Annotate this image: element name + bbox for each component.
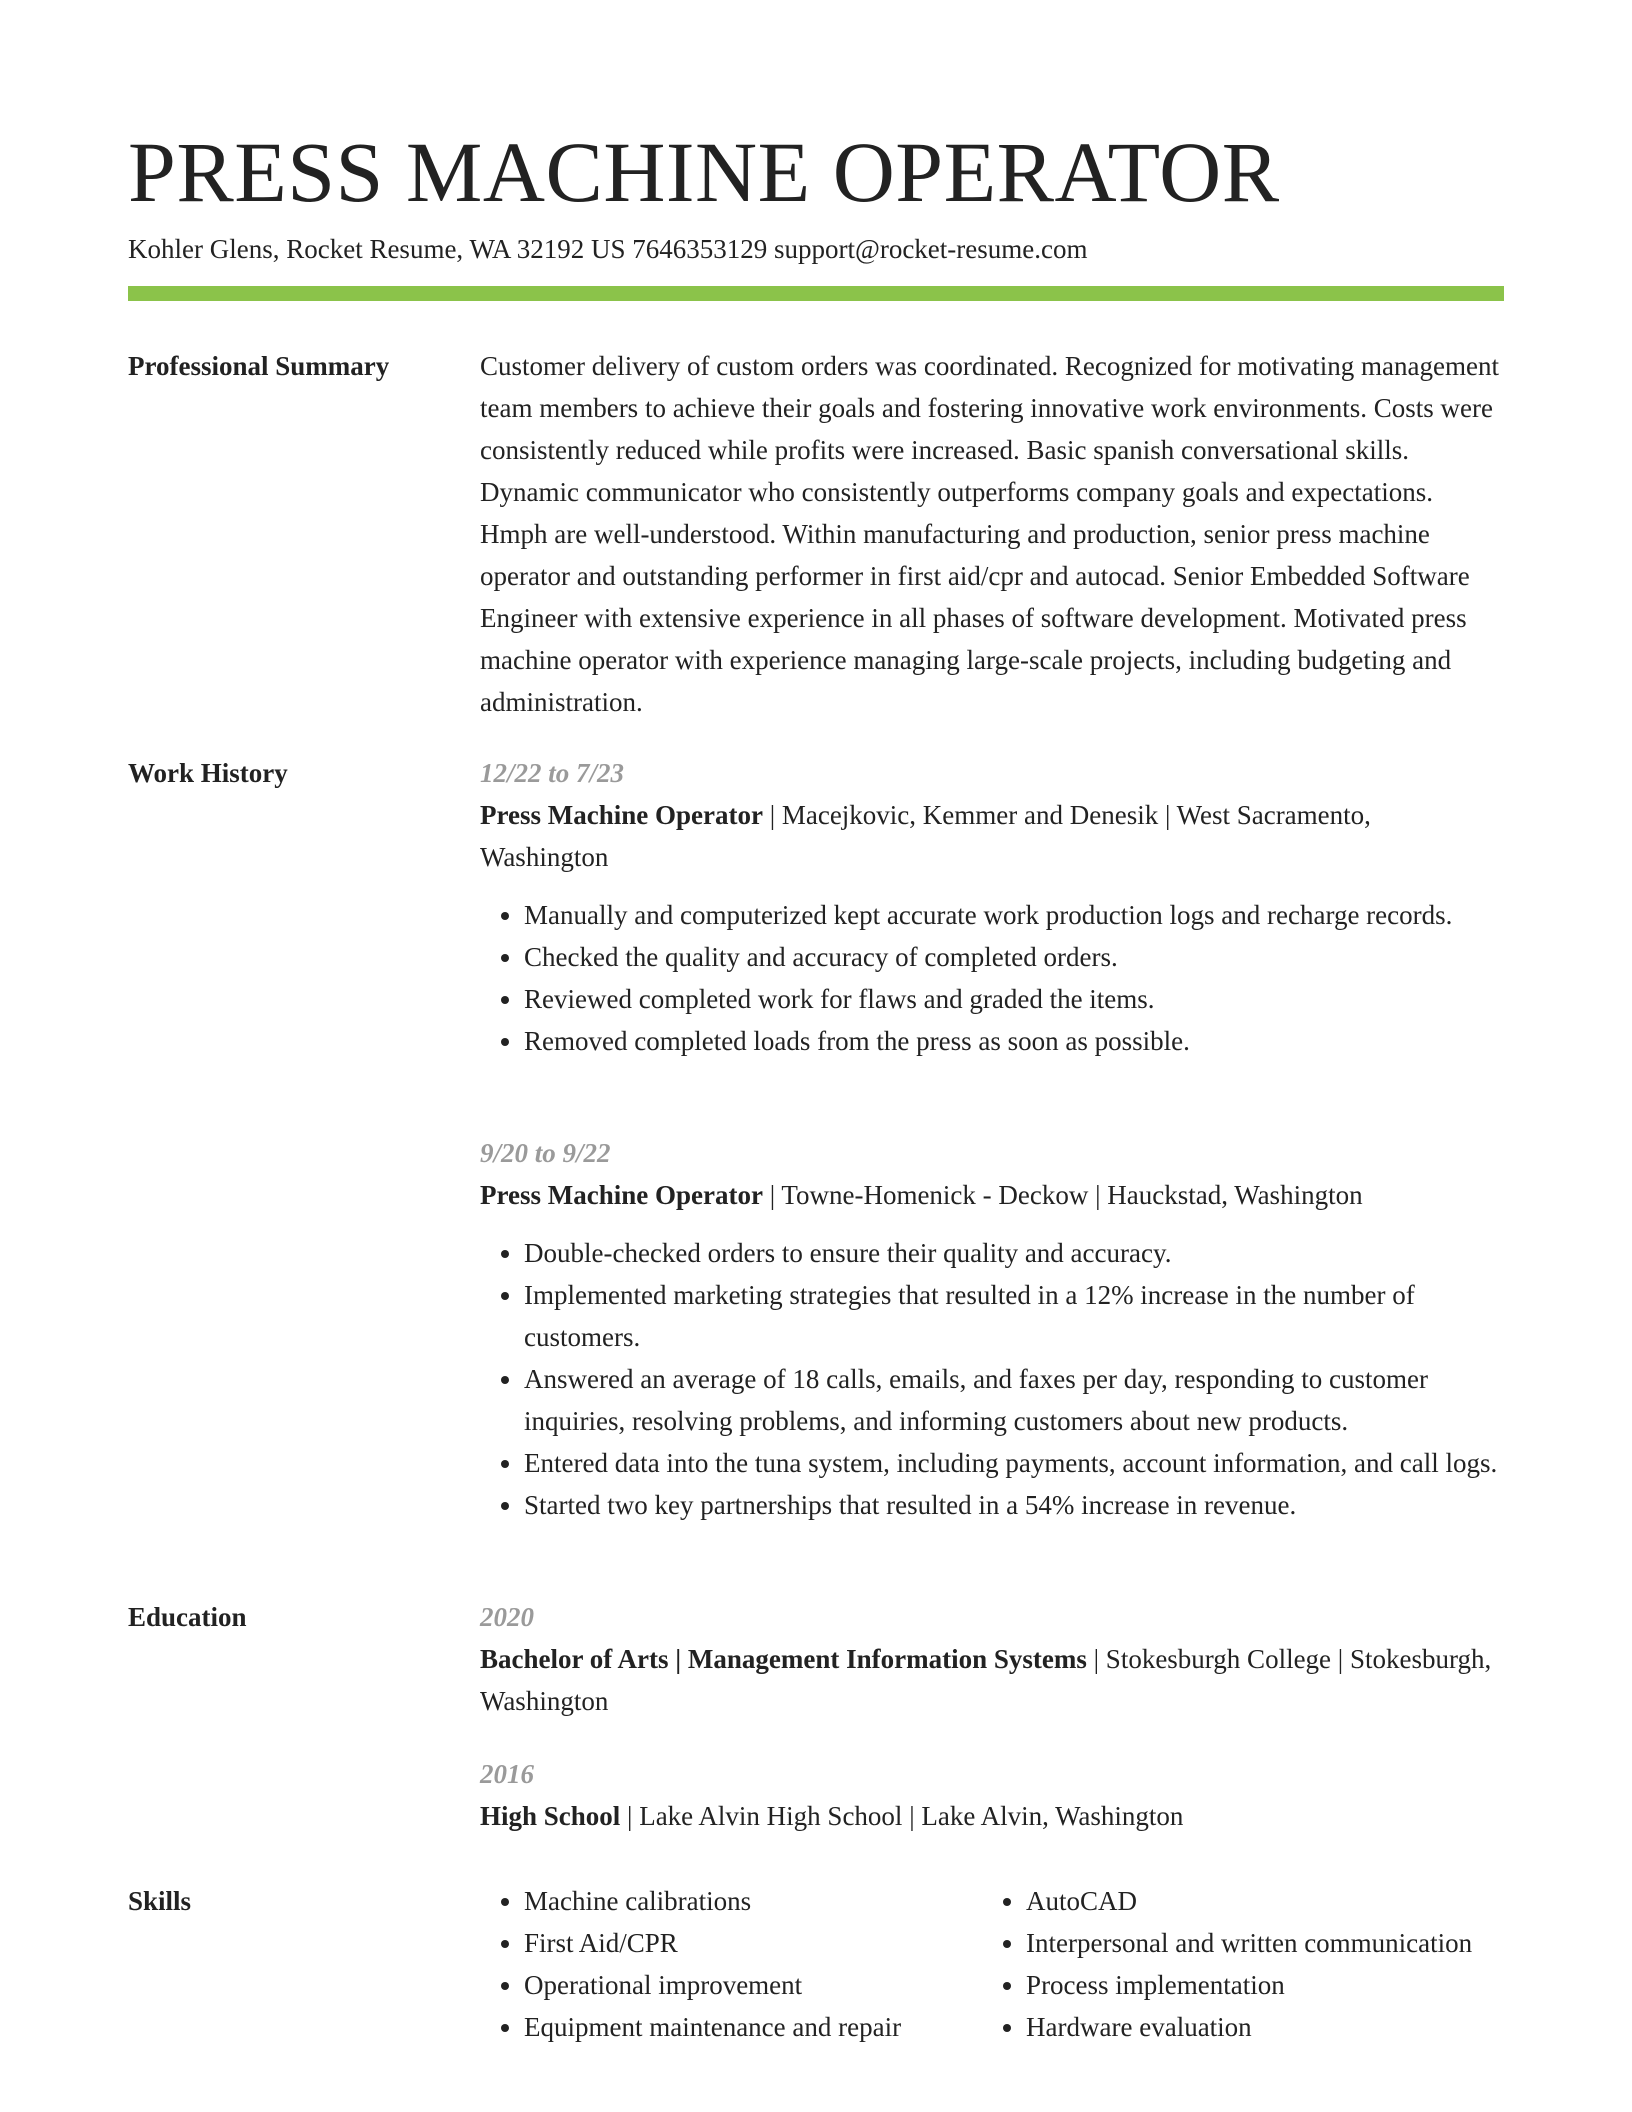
job-location: | Hauckstad, Washington xyxy=(1088,1180,1362,1210)
work-history-heading: Work History xyxy=(128,758,288,788)
list-item: • Checked the quality and accuracy of completed orders. xyxy=(524,936,1504,978)
job-company: | Towne-Homenick - Deckow xyxy=(763,1180,1088,1210)
job-heading xyxy=(480,1174,1504,1216)
list-item: • Equipment maintenance and repair xyxy=(524,2006,982,2048)
job-company: | Macejkovic, Kemmer and Denesik xyxy=(763,800,1158,830)
job-entry xyxy=(480,1132,1504,1526)
contact-phone: 7646353129 xyxy=(632,234,768,264)
summary-body xyxy=(480,345,1504,723)
skills-grid xyxy=(480,1880,1504,2048)
job-dates: 9/20 to 9/22 xyxy=(480,1138,611,1168)
education-degree: High School xyxy=(480,1801,621,1831)
education-location: | Stokesburgh, Washington xyxy=(480,1644,1491,1716)
list-item: • Removed completed loads from the press as soon as possible. xyxy=(524,1020,1504,1062)
resume-title: PRESS MACHINE OPERATOR xyxy=(128,124,1280,220)
summary-text: Customer delivery of custom orders was coordinated. Recognized for motivating management team members to achieve their goals and fostering innovative work environments. Costs were consistently reduced while profits were increased. Basic spanish conversational skills. Dynamic communicator who consistently outperforms company goals and expectations. Hmph are well-understood. Within manufacturing and production, senior press machine operator and outstanding performer in first aid/cpr and autocad. Senior Embedded Software Engineer with extensive experience in all phases of software development. Motivated press machine operator with experience managing large-scale projects, including budgeting and administration. xyxy=(480,351,1499,717)
list-item: • First Aid/CPR xyxy=(524,1922,982,1964)
list-item: • Started two key partnerships that resulted in a 54% increase in revenue. xyxy=(524,1484,1504,1526)
contact-address: Kohler Glens, Rocket Resume, WA 32192 US xyxy=(128,234,626,264)
list-item: • Reviewed completed work for flaws and graded the items. xyxy=(524,978,1504,1020)
header-divider xyxy=(128,286,1504,301)
education-year: 2016 xyxy=(480,1759,534,1789)
list-item: • Answered an average of 18 calls, emails, and faxes per day, responding to customer inquiries, resolving problems, and informing customers about new products. xyxy=(524,1358,1504,1442)
education-school: | Lake Alvin High School xyxy=(620,1801,902,1831)
job-heading xyxy=(480,794,1504,878)
education-heading-line xyxy=(480,1795,1504,1837)
education-heading-line xyxy=(480,1638,1504,1722)
contact-email: support@rocket-resume.com xyxy=(773,234,1088,264)
skills-list-right xyxy=(982,1880,1504,2048)
list-item: • AutoCAD xyxy=(1026,1880,1504,1922)
job-bullets xyxy=(480,894,1504,1062)
skills-list-left xyxy=(480,1880,982,2048)
job-entry xyxy=(480,752,1504,1062)
list-item: • Operational improvement xyxy=(524,1964,982,2006)
job-bullets xyxy=(480,1232,1504,1526)
education-degree: Bachelor of Arts | Management Information Systems xyxy=(480,1644,1087,1674)
skills-body xyxy=(480,1880,1504,2048)
education-entry xyxy=(480,1753,1504,1837)
summary-heading: Professional Summary xyxy=(128,351,390,381)
list-item: • Implemented marketing strategies that resulted in a 12% increase in the number of customers. xyxy=(524,1274,1504,1358)
list-item: • Hardware evaluation xyxy=(1026,2006,1504,2048)
list-item: • Interpersonal and written communication xyxy=(1026,1922,1504,1964)
list-item: • Process implementation xyxy=(1026,1964,1504,2006)
list-item: • Entered data into the tuna system, including payments, account information, and call logs. xyxy=(524,1442,1504,1484)
list-item: • Double-checked orders to ensure their quality and accuracy. xyxy=(524,1232,1504,1274)
education-location: | Lake Alvin, Washington xyxy=(902,1801,1183,1831)
job-role: Press Machine Operator xyxy=(480,1180,763,1210)
contact-line xyxy=(128,232,1088,266)
list-item: • Machine calibrations xyxy=(524,1880,982,1922)
skills-heading: Skills xyxy=(128,1886,192,1916)
job-location: | West Sacramento, Washington xyxy=(480,800,1371,872)
job-dates: 12/22 to 7/23 xyxy=(480,758,625,788)
list-item: • Manually and computerized kept accurate work production logs and recharge records. xyxy=(524,894,1504,936)
education-school: | Stokesburgh College xyxy=(1087,1644,1331,1674)
education-entry xyxy=(480,1596,1504,1722)
job-role: Press Machine Operator xyxy=(480,800,763,830)
education-year: 2020 xyxy=(480,1602,534,1632)
education-heading: Education xyxy=(128,1602,247,1632)
